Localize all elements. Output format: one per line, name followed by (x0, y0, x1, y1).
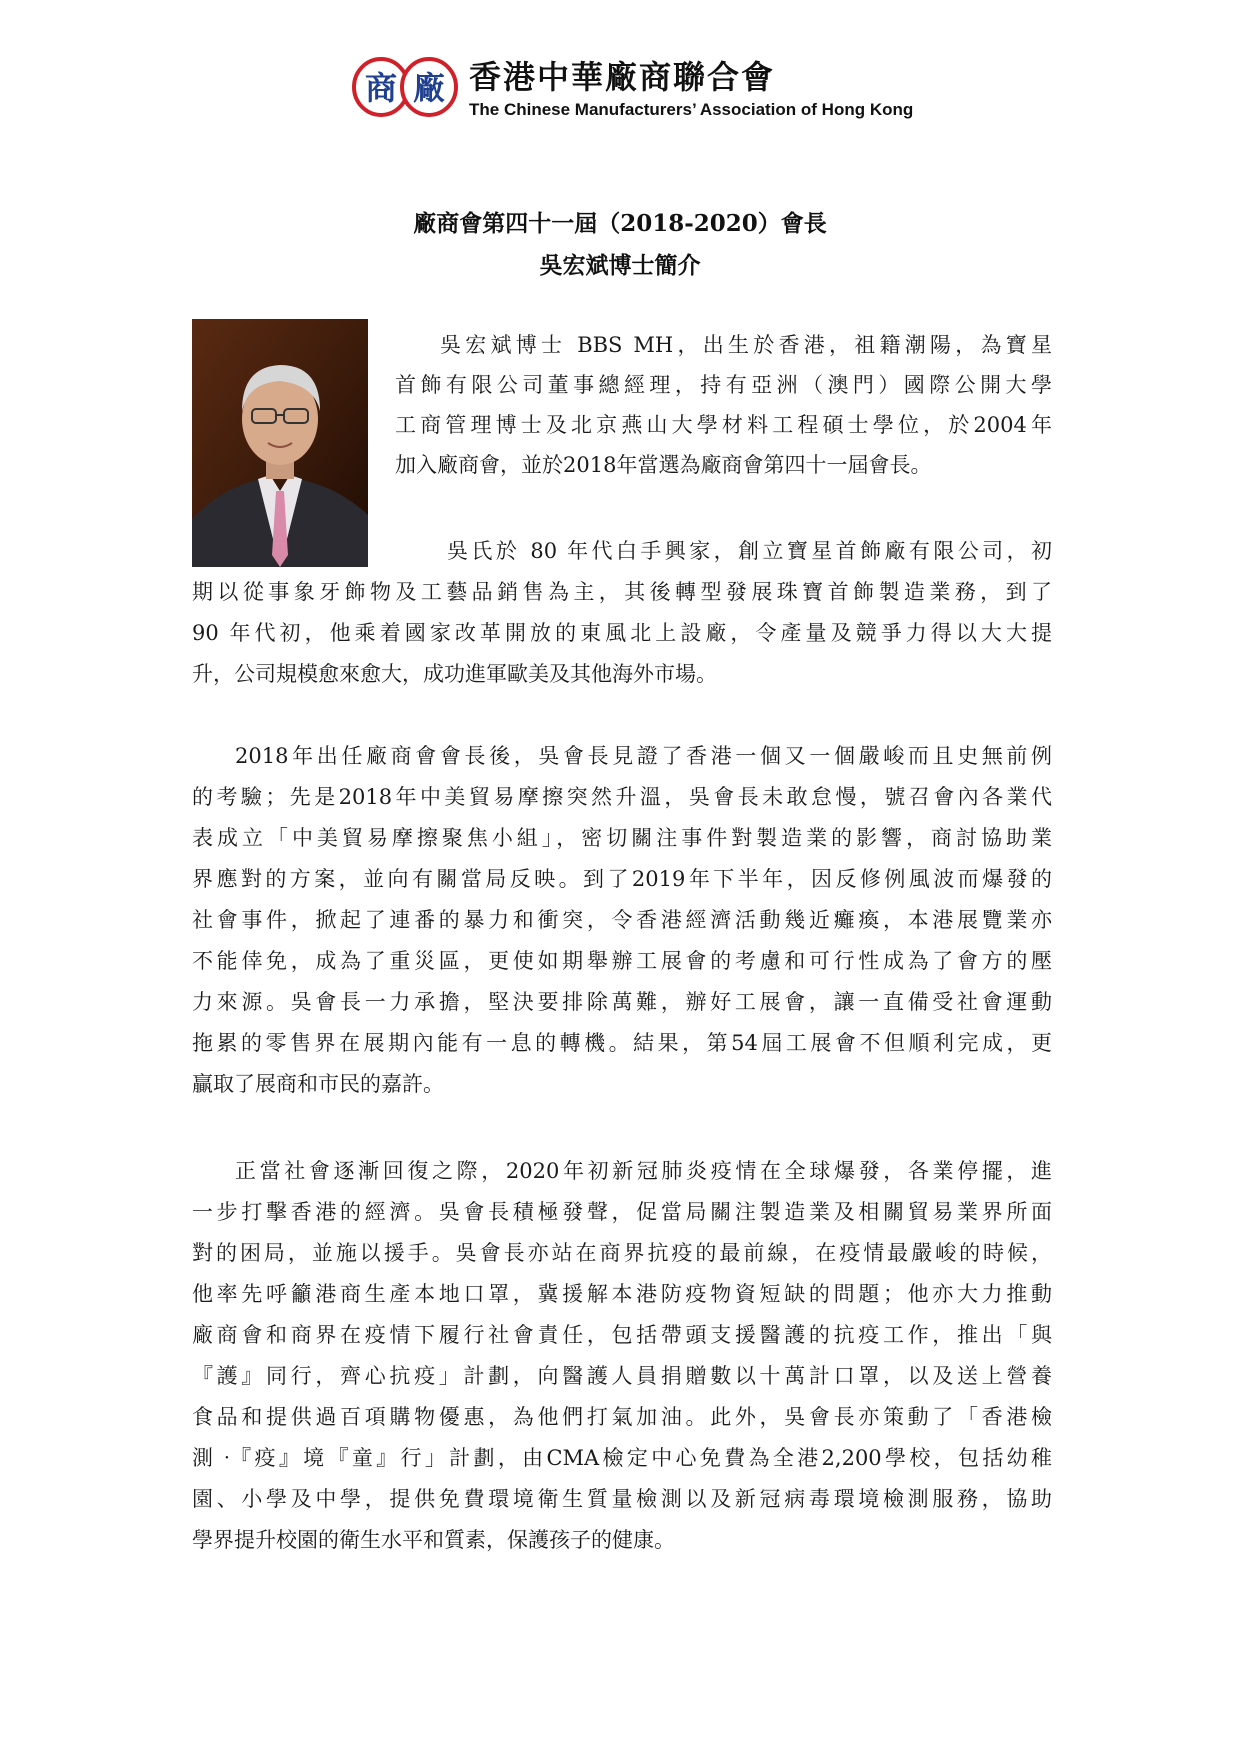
logo-char-right: 廠 (412, 69, 446, 107)
paragraph-4-line: 他率先呼籲港商生產本地口罩，冀援解本港防疫物資短缺的問題；他亦大力推動 (192, 1282, 1052, 1306)
paragraph-4-line: 園、小學及中學，提供免費環境衛生質量檢測以及新冠病毒環境檢測服務，協助 (192, 1487, 1052, 1511)
document-subtitle: 吳宏斌博士簡介 (539, 252, 701, 279)
paragraph-4-line: 一步打擊香港的經濟。吳會長積極發聲，促當局關注製造業及相關貿易業界所面 (192, 1200, 1052, 1224)
paragraph-4-line: 廠商會和商界在疫情下履行社會責任，包括帶頭支援醫護的抗疫工作，推出「與 (192, 1323, 1052, 1347)
paragraph-3-line: 不能倖免，成為了重災區，更使如期舉辦工展會的考慮和可行性成為了會方的壓 (192, 949, 1052, 973)
org-name-chinese: 香港中華廠商聯合會 (469, 58, 776, 96)
letterhead (351, 50, 914, 130)
paragraph-4-line: 正當社會逐漸回復之際，2020年初新冠肺炎疫情在全球爆發，各業停擺，進 (235, 1159, 1052, 1183)
paragraph-1-line: 吳宏斌博士 BBS MH，出生於香港，祖籍潮陽，為寶星 (440, 333, 1052, 357)
paragraph-2-line: 吳氏於 80 年代白手興家，創立寶星首飾廠有限公司，初 (447, 539, 1052, 563)
paragraph-3-line: 社會事件，掀起了連番的暴力和衝突，令香港經濟活動幾近癱瘓，本港展覽業亦 (192, 908, 1052, 932)
paragraph-1-line: 加入廠商會，並於2018年當選為廠商會第四十一屆會長。 (395, 453, 932, 477)
paragraph-3-line: 力來源。吳會長一力承擔，堅決要排除萬難，辦好工展會，讓一直備受社會運動 (192, 990, 1052, 1014)
paragraph-3-line: 贏取了展商和市民的嘉許。 (192, 1072, 444, 1096)
paragraph-4-line: 學界提升校園的衛生水平和質素，保護孩子的健康。 (192, 1528, 675, 1552)
paragraph-2-line: 升，公司規模愈來愈大，成功進軍歐美及其他海外市場。 (192, 662, 717, 686)
paragraph-4-line: 對的困局，並施以援手。吳會長亦站在商界抗疫的最前線，在疫情最嚴峻的時候， (192, 1241, 1052, 1265)
paragraph-3-line: 表成立「中美貿易摩擦聚焦小組」，密切關注事件對製造業的影響，商討協助業 (192, 826, 1052, 850)
paragraph-4-line: 測‧『疫』境『童』行」計劃，由CMA檢定中心免費為全港2,200學校，包括幼稚 (192, 1446, 1052, 1470)
paragraph-2-line: 90 年代初，他乘着國家改革開放的東風北上設廠，令產量及競爭力得以大大提 (192, 621, 1052, 645)
portrait-photo (192, 319, 368, 567)
paragraph-3-line: 2018年出任廠商會會長後，吳會長見證了香港一個又一個嚴峻而且史無前例 (235, 744, 1052, 768)
document-title: 廠商會第四十一屆（2018-2020）會長 (413, 210, 827, 237)
paragraph-3-line: 界應對的方案，並向有關當局反映。到了2019年下半年，因反修例風波而爆發的 (192, 867, 1052, 891)
paragraph-3-line: 拖累的零售界在展期內能有一息的轉機。結果，第54屆工展會不但順利完成，更 (192, 1031, 1052, 1055)
paragraph-1-line: 工商管理博士及北京燕山大學材料工程碩士學位，於2004年 (395, 413, 1052, 437)
paragraph-1-line: 首飾有限公司董事總經理，持有亞洲（澳門）國際公開大學 (395, 373, 1052, 397)
paragraph-3-line: 的考驗；先是2018年中美貿易摩擦突然升溫，吳會長未敢怠慢，號召會內各業代 (192, 785, 1052, 809)
org-name-english: The Chinese Manufacturers’ Association of Hong Kong (469, 100, 914, 119)
paragraph-4-line: 『護』同行，齊心抗疫」計劃，向醫護人員捐贈數以十萬計口罩，以及送上營養 (192, 1364, 1052, 1388)
logo-char-left: 商 (364, 69, 398, 107)
paragraph-2-line: 期以從事象牙飾物及工藝品銷售為主，其後轉型發展珠寶首飾製造業務，到了 (192, 580, 1052, 604)
cma-logo (351, 56, 461, 118)
paragraph-4-line: 食品和提供過百項購物優惠，為他們打氣加油。此外，吳會長亦策動了「香港檢 (192, 1405, 1052, 1429)
